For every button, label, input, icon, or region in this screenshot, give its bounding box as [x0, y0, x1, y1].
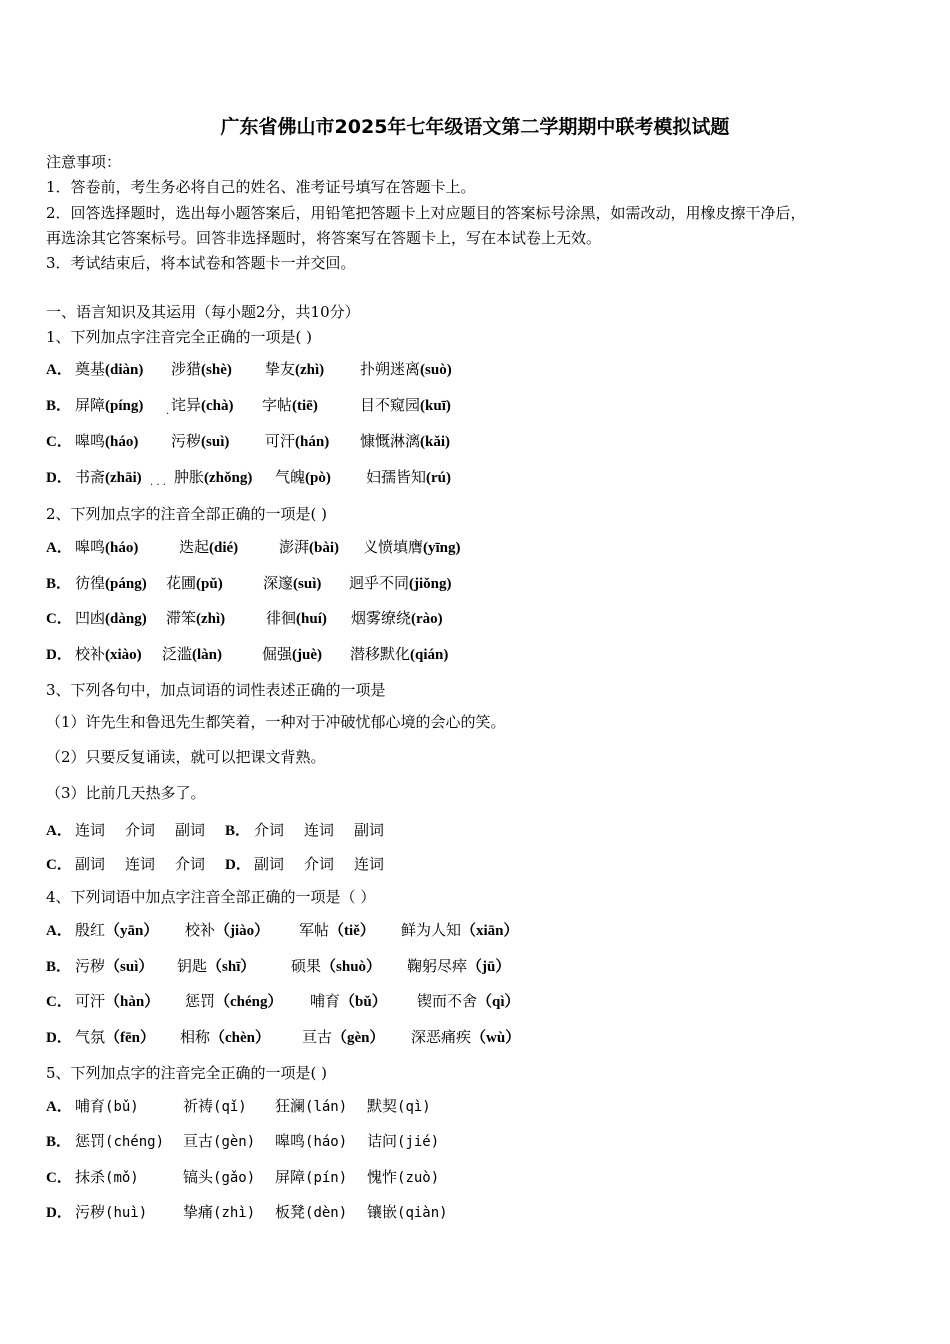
option-word: 副词 — [354, 821, 385, 839]
option-word — [407, 956, 510, 977]
option-word-text: 可汗 — [265, 432, 296, 450]
option-pinyin: （chèn） — [210, 1030, 271, 1046]
option-word — [75, 644, 142, 665]
option-pinyin: (suò) — [420, 362, 452, 378]
option-pinyin: (zhì) — [196, 611, 226, 627]
option-word-text: 凹凼 — [75, 609, 106, 627]
option-word-text: 挚痛 — [183, 1203, 214, 1221]
option-word-text: 污秽 — [75, 957, 106, 975]
option-word — [174, 467, 252, 488]
option-word — [75, 1202, 147, 1223]
option-word — [367, 1131, 439, 1152]
option-word — [183, 1131, 255, 1152]
option-pinyin: (xiào) — [105, 647, 142, 663]
option-word-text: 板凳 — [275, 1203, 306, 1221]
option-word-text: 亘古 — [302, 1028, 333, 1046]
option-word — [75, 1167, 139, 1188]
option-word — [275, 467, 331, 488]
option-word-text: 可汗 — [75, 992, 106, 1010]
option-word — [162, 644, 222, 665]
option-pinyin: (kǎi) — [420, 434, 451, 450]
option-word-text: 扑朔迷离 — [360, 360, 421, 378]
option-word — [275, 1096, 347, 1117]
option-pinyin: (pín) — [305, 1170, 348, 1186]
option-letter: A． — [46, 362, 72, 378]
question-stem: 3、下列各句中，加点词语的词性表述正确的一项是 — [46, 681, 386, 699]
option-pinyin: (chà) — [201, 398, 234, 414]
answer-option — [46, 1027, 521, 1048]
option-pinyin: （bǔ） — [340, 994, 387, 1010]
option-word-text: 彷徨 — [75, 574, 106, 592]
question-sentence: （1）许先生和鲁迅先生都笑着，一种对于冲破忧郁心境的会心的笑。 — [46, 713, 506, 731]
option-letter: D． — [225, 857, 251, 873]
option-word-text: 嗥鸣 — [275, 1132, 306, 1150]
answer-option — [46, 537, 461, 558]
option-word — [75, 359, 143, 380]
option-pinyin: (hán) — [295, 434, 330, 450]
answer-option — [46, 991, 520, 1012]
option-pinyin: (qiàn) — [397, 1205, 448, 1221]
option-pinyin: （shī） — [207, 959, 256, 975]
option-word — [177, 956, 255, 977]
option-word — [75, 537, 138, 558]
option-pinyin: (huí) — [296, 611, 327, 627]
option-pinyin: （chéng） — [215, 994, 283, 1010]
option-word-text: 诘问 — [367, 1132, 398, 1150]
option-word — [183, 1167, 255, 1188]
option-word-text: 徘徊 — [266, 609, 297, 627]
option-pinyin: (bài) — [309, 540, 340, 556]
option-word-text: 屏障 — [75, 396, 106, 414]
option-word-text: 倔强 — [262, 645, 293, 663]
option-word — [75, 608, 147, 629]
option-letter: B． — [46, 398, 72, 414]
option-pinyin: (yīng) — [423, 540, 461, 556]
option-word — [263, 573, 321, 594]
option-word — [166, 608, 225, 629]
option-word: 介词 — [125, 821, 156, 839]
option-word — [350, 644, 448, 665]
option-word — [366, 467, 451, 488]
answer-option — [46, 431, 451, 452]
option-word-text: 挚友 — [265, 360, 296, 378]
emphasis-dot: . — [166, 406, 170, 417]
option-word-text: 哺育 — [75, 1097, 106, 1115]
option-pinyin: (chéng) — [105, 1134, 165, 1150]
option-word-text: 屏障 — [275, 1168, 306, 1186]
option-pinyin: (suì) — [293, 576, 322, 592]
option-word-text: 泛滥 — [162, 645, 193, 663]
option-pinyin: (kuī) — [420, 398, 451, 414]
answer-option — [46, 644, 449, 665]
option-word — [171, 359, 232, 380]
option-word — [75, 991, 159, 1012]
option-word-text: 惩罚 — [185, 992, 216, 1010]
answer-option — [46, 1131, 440, 1152]
option-word-text: 肿胀 — [174, 468, 205, 486]
option-pinyin: (suì) — [201, 434, 230, 450]
option-word — [75, 920, 158, 941]
option-word-text: 目不窥园 — [360, 396, 421, 414]
notice-item: 1．答卷前，考生务必将自己的姓名、准考证号填写在答题卡上。 — [46, 178, 476, 196]
emphasis-dots: . . . — [150, 477, 166, 488]
option-word — [367, 1202, 448, 1223]
option-word — [179, 537, 238, 558]
option-word-text: 迥乎不同 — [349, 574, 410, 592]
option-letter: A． — [46, 1099, 72, 1115]
option-pinyin: (shè) — [201, 362, 232, 378]
option-letter: C． — [46, 611, 72, 627]
option-word-text: 鞠躬尽瘁 — [407, 957, 468, 975]
option-word-text: 镐头 — [183, 1168, 214, 1186]
option-pinyin: (bǔ) — [105, 1099, 139, 1115]
option-word-text: 嗥鸣 — [75, 538, 106, 556]
option-pinyin: (páng) — [105, 576, 147, 592]
option-word — [265, 359, 324, 380]
option-word-text: 字帖 — [262, 396, 293, 414]
option-word — [75, 573, 147, 594]
option-pinyin: (rào) — [411, 611, 443, 627]
option-word-text: 镶嵌 — [367, 1203, 398, 1221]
option-word — [275, 1167, 347, 1188]
option-word — [171, 431, 229, 452]
option-pinyin: (dèn) — [305, 1205, 348, 1221]
option-word — [183, 1202, 255, 1223]
option-pinyin: (zuò) — [397, 1170, 440, 1186]
option-word — [262, 644, 322, 665]
question-stem: 1、下列加点字注音完全正确的一项是( ) — [46, 328, 313, 346]
option-word-text: 嗥鸣 — [75, 432, 106, 450]
option-pinyin: (rú) — [426, 470, 452, 486]
option-word-text: 涉猎 — [171, 360, 202, 378]
option-word — [275, 1202, 347, 1223]
option-word-text: 相称 — [180, 1028, 211, 1046]
option-word — [75, 431, 138, 452]
option-letter: B． — [46, 1134, 72, 1150]
option-word — [291, 956, 381, 977]
option-letter: D． — [46, 1205, 72, 1221]
option-word — [360, 359, 452, 380]
option-pinyin: (juè) — [292, 647, 323, 663]
option-word-text: 军帖 — [299, 921, 330, 939]
option-word-text: 烟雾缭绕 — [351, 609, 412, 627]
option-pinyin: (gèn) — [213, 1134, 256, 1150]
option-pinyin: （suì） — [105, 959, 154, 975]
option-letter: D． — [46, 470, 72, 486]
option-word-text: 校补 — [185, 921, 216, 939]
option-word-text: 义愤填膺 — [363, 538, 424, 556]
option-word: 副词 — [254, 855, 285, 873]
option-letter: C． — [46, 1170, 72, 1186]
option-word-text: 亘古 — [183, 1132, 214, 1150]
option-word-text: 污秽 — [75, 1203, 106, 1221]
option-word-text: 气魄 — [275, 468, 306, 486]
notice-heading: 注意事项： — [46, 153, 122, 171]
option-word — [411, 1027, 520, 1048]
option-pinyin: (huì) — [105, 1205, 148, 1221]
option-pinyin: (qǐ) — [213, 1099, 247, 1115]
option-word-text: 狂澜 — [275, 1097, 306, 1115]
option-word — [363, 537, 461, 558]
option-word-text: 默契 — [367, 1097, 398, 1115]
option-word-text: 殷红 — [75, 921, 106, 939]
option-word — [367, 1167, 439, 1188]
option-letter: D． — [46, 1030, 72, 1046]
option-word-text: 锲而不舍 — [417, 992, 478, 1010]
option-letter: A． — [46, 823, 72, 839]
option-word-text: 奠基 — [75, 360, 106, 378]
option-letter: A． — [46, 540, 72, 556]
question-stem: 4、下列词语中加点字注音全部正确的一项是（ ） — [46, 888, 376, 906]
option-pinyin: (pǔ) — [196, 576, 223, 592]
answer-option — [46, 359, 452, 380]
option-word — [360, 431, 450, 452]
option-word — [279, 537, 339, 558]
option-word — [75, 1027, 155, 1048]
option-word — [183, 1096, 247, 1117]
option-word-text: 惩罚 — [75, 1132, 106, 1150]
option-word-text: 鲜为人知 — [401, 921, 462, 939]
answer-option — [46, 467, 452, 488]
option-word — [185, 991, 283, 1012]
option-pinyin: (mǒ) — [105, 1170, 139, 1186]
option-word — [166, 573, 223, 594]
option-word — [417, 991, 520, 1012]
option-pinyin: （gèn） — [332, 1030, 385, 1046]
option-word-text: 潜移默化 — [350, 645, 411, 663]
option-word-text: 慷慨淋漓 — [360, 432, 421, 450]
option-word-text: 抹杀 — [75, 1168, 106, 1186]
option-letter: C． — [46, 434, 72, 450]
answer-option — [46, 395, 451, 416]
option-pinyin: (zhǒng) — [204, 470, 253, 486]
option-pinyin: (gǎo) — [213, 1170, 256, 1186]
option-pinyin: （fēn） — [105, 1030, 156, 1046]
question-stem: 5、下列加点字的注音完全正确的一项是( ) — [46, 1064, 328, 1082]
option-word-text: 深恶痛疾 — [411, 1028, 472, 1046]
option-word: 连词 — [304, 821, 335, 839]
option-pinyin: (píng) — [105, 398, 144, 414]
option-word: 连词 — [125, 855, 156, 873]
option-word — [299, 920, 375, 941]
option-pinyin: (qián) — [410, 647, 449, 663]
option-word-text: 诧异 — [171, 396, 202, 414]
option-pinyin: (làn) — [192, 647, 223, 663]
option-word — [75, 1096, 139, 1117]
option-letter: C． — [46, 994, 72, 1010]
option-letter: B． — [46, 959, 72, 975]
option-pinyin: （xiān） — [461, 923, 519, 939]
option-letter: A． — [46, 923, 72, 939]
question-sentence: （3）比前几天热多了。 — [46, 784, 206, 802]
section-heading: 一、语言知识及其运用（每小题2分，共10分） — [46, 303, 360, 321]
option-word-text: 滞笨 — [166, 609, 197, 627]
option-letter: B． — [225, 823, 251, 839]
option-pinyin: (zhì) — [295, 362, 325, 378]
option-pinyin: （jū） — [467, 959, 511, 975]
option-word-text: 澎湃 — [279, 538, 310, 556]
question-sentence: （2）只要反复诵读，就可以把课文背熟。 — [46, 748, 326, 766]
notice-item: 3．考试结束后，将本试卷和答题卡一并交回。 — [46, 254, 356, 272]
option-word-text: 污秽 — [171, 432, 202, 450]
option-pinyin: （qì） — [477, 994, 520, 1010]
option-pinyin: (jiǒng) — [409, 576, 452, 592]
option-word — [180, 1027, 270, 1048]
option-letter: D． — [46, 647, 72, 663]
question-stem: 2、下列加点字的注音全部正确的一项是( ) — [46, 505, 328, 523]
option-pinyin: (pò) — [305, 470, 331, 486]
option-word — [75, 395, 143, 416]
option-word — [349, 573, 452, 594]
option-pinyin: (jié) — [397, 1134, 440, 1150]
answer-option — [46, 1096, 431, 1117]
option-word — [75, 1131, 164, 1152]
option-pinyin: （yān） — [105, 923, 159, 939]
answer-option — [46, 608, 443, 629]
option-pinyin: (dié) — [209, 540, 239, 556]
answer-option — [46, 1202, 448, 1223]
option-word — [262, 395, 318, 416]
option-word — [310, 991, 387, 1012]
notice-item: 2．回答选择题时，选出每小题答案后，用铅笔把答题卡上对应题目的答案标号涂黑，如需改动，用橡皮擦干净后， — [46, 204, 806, 222]
option-word-text: 气氛 — [75, 1028, 106, 1046]
option-word: 副词 — [75, 855, 106, 873]
option-word: 连词 — [354, 855, 385, 873]
option-word: 介词 — [304, 855, 335, 873]
option-pinyin: (dàng) — [105, 611, 147, 627]
option-word-text: 哺育 — [310, 992, 341, 1010]
answer-option — [46, 573, 452, 594]
page-title: 广东省佛山市2025年七年级语文第二学期期中联考模拟试题 — [220, 116, 730, 138]
option-pinyin: (tiē) — [292, 398, 318, 414]
option-word — [360, 395, 451, 416]
option-word — [266, 608, 327, 629]
option-word — [171, 395, 234, 416]
notice-item: 再选涂其它答案标号。回答非选择题时，将答案写在答题卡上，写在本试卷上无效。 — [46, 229, 602, 247]
option-word — [265, 431, 329, 452]
option-pinyin: (qì) — [397, 1099, 431, 1115]
option-word: 副词 — [175, 821, 206, 839]
option-word — [75, 956, 153, 977]
option-letter: C． — [46, 857, 72, 873]
answer-option — [46, 956, 511, 977]
option-pinyin: （jiào） — [215, 923, 270, 939]
option-word-text: 花圃 — [166, 574, 197, 592]
option-pinyin: （wù） — [471, 1030, 521, 1046]
option-word-text: 深邃 — [263, 574, 294, 592]
answer-option — [46, 920, 519, 941]
option-word — [75, 467, 142, 488]
option-pinyin: (háo) — [105, 434, 139, 450]
option-word — [401, 920, 519, 941]
option-word-text: 硕果 — [291, 957, 322, 975]
option-word — [302, 1027, 385, 1048]
option-pinyin: (zhāi) — [105, 470, 142, 486]
option-word — [185, 920, 269, 941]
option-pinyin: (diàn) — [105, 362, 144, 378]
option-word: 连词 — [75, 821, 106, 839]
option-word: 介词 — [175, 855, 206, 873]
option-pinyin: (zhì) — [213, 1205, 256, 1221]
option-word-text: 钥匙 — [177, 957, 208, 975]
option-pinyin: (háo) — [305, 1134, 348, 1150]
option-pinyin: （shuò） — [321, 959, 382, 975]
option-word-text: 校补 — [75, 645, 106, 663]
option-word — [275, 1131, 347, 1152]
option-word-text: 迭起 — [179, 538, 210, 556]
option-word-text: 愧怍 — [367, 1168, 398, 1186]
option-letter: B． — [46, 576, 72, 592]
option-pinyin: （tiě） — [329, 923, 375, 939]
option-word — [367, 1096, 431, 1117]
option-pinyin: （hàn） — [105, 994, 160, 1010]
option-word-text: 祈祷 — [183, 1097, 214, 1115]
option-pinyin: (lán) — [305, 1099, 348, 1115]
option-word-text: 书斋 — [75, 468, 106, 486]
option-word-text: 妇孺皆知 — [366, 468, 427, 486]
answer-option — [46, 1167, 440, 1188]
option-pinyin: (háo) — [105, 540, 139, 556]
option-word: 介词 — [254, 821, 285, 839]
option-word — [351, 608, 443, 629]
